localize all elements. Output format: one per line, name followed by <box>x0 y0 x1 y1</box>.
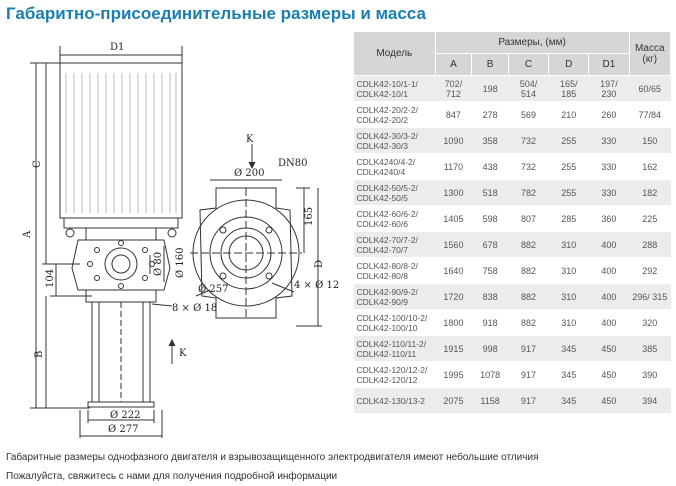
cell-line: 310 <box>561 265 577 276</box>
cell-c <box>508 336 548 362</box>
table-row <box>354 102 671 128</box>
cell-mass: 288 <box>629 232 670 258</box>
cell-d <box>549 180 589 206</box>
cell-line: CDLK42-50/5-2/ <box>356 182 418 193</box>
cell-line: CDLK4240/4-2/ <box>356 156 416 167</box>
cell-d <box>549 310 589 336</box>
cell-d <box>549 336 589 362</box>
cell-d1 <box>589 310 629 336</box>
dim-165-label: 165 <box>304 206 315 226</box>
cell-mass: 394 <box>629 388 670 414</box>
cell-line: CDLK42-80/8-2/ <box>356 260 418 271</box>
cell-mass: 150 <box>629 128 670 154</box>
cell-line: CDLK42-120/12 <box>356 374 418 385</box>
cell-d1 <box>589 284 629 310</box>
table-row <box>354 232 671 258</box>
cell-line: 732 <box>521 135 537 146</box>
dim-d257-label: Ø 257 <box>198 284 229 295</box>
cell-d <box>549 388 589 414</box>
cell-line: CDLK42-120/12-2/ <box>356 364 428 375</box>
cell-b: 1158 <box>472 388 509 414</box>
cell-c <box>508 232 548 258</box>
cell-a <box>435 102 472 128</box>
cell-a <box>435 258 472 284</box>
cell-line: CDLK42-50/5 <box>356 192 409 203</box>
cell-c <box>508 180 548 206</box>
cell-line: 310 <box>561 317 577 328</box>
cell-line: CDLK42-90/9-2/ <box>356 286 418 297</box>
dimensions-table <box>353 31 671 414</box>
cell-line: 1300 <box>443 187 464 198</box>
cell-line: CDLK42-130/13-2 <box>356 395 426 406</box>
cell-line: 882 <box>521 239 537 250</box>
table-row <box>354 154 671 180</box>
dim-bolts8-label: 8 × Ø 18 <box>172 303 218 314</box>
cell-line: CDLK42-20/2-2/ <box>356 104 418 115</box>
cell-line: 345 <box>561 369 577 380</box>
cell-line: 230 <box>601 88 617 99</box>
dim-b-label: B <box>34 350 45 358</box>
cell-line: CDLK42-60/6 <box>356 218 409 229</box>
cell-line: CDLK4240/4 <box>356 166 406 177</box>
cell-line: CDLK42-30/3 <box>356 140 409 151</box>
cell-d <box>549 154 589 180</box>
cell-b: 678 <box>472 232 509 258</box>
cell-line: CDLK42-110/11-2/ <box>356 338 427 349</box>
cell-mass: 296/ 315 <box>629 284 670 310</box>
footnote-line: Габаритные размеры однофазного двигателя и взрывозащищенного электродвигателя имеют небольшие отличия <box>6 452 539 463</box>
cell-line: 1720 <box>443 291 464 302</box>
cell-line: 1405 <box>443 213 464 224</box>
cell-line: CDLK42-20/2 <box>356 114 409 125</box>
cell-d1 <box>589 362 629 388</box>
cell-line: 450 <box>601 395 617 406</box>
dim-d222-label: Ø 222 <box>110 410 141 421</box>
table-row <box>354 128 671 154</box>
cell-d1 <box>589 206 629 232</box>
cell-d1 <box>589 336 629 362</box>
cell-line: 702/ <box>444 78 463 89</box>
cell-line: 1915 <box>443 343 464 354</box>
cell-a <box>435 180 472 206</box>
cell-mass: 60/65 <box>629 76 670 102</box>
cell-line: 917 <box>521 395 537 406</box>
cell-d1 <box>589 180 629 206</box>
cell-line: CDLK42-60/6-2/ <box>356 208 418 219</box>
cell-d <box>549 206 589 232</box>
k-view-label-top: K <box>246 134 254 145</box>
header-col-a: A <box>435 54 472 76</box>
cell-c <box>508 284 548 310</box>
cell-line: 285 <box>561 213 577 224</box>
cell-line: 712 <box>445 88 461 99</box>
cell-mass: 385 <box>629 336 670 362</box>
cell-line: 1170 <box>443 161 464 172</box>
cell-line: 255 <box>561 187 577 198</box>
cell-a <box>435 154 472 180</box>
cell-a <box>435 76 472 102</box>
cell-d1 <box>589 154 629 180</box>
footnotes <box>6 448 538 486</box>
cell-mass: 390 <box>629 362 670 388</box>
cell-line: 210 <box>561 109 577 120</box>
cell-d1 <box>589 232 629 258</box>
table-row <box>354 310 671 336</box>
cell-d <box>549 102 589 128</box>
cell-line: 400 <box>601 317 617 328</box>
cell-model <box>354 362 436 388</box>
dim-d-label: D <box>314 259 325 268</box>
cell-b: 438 <box>472 154 509 180</box>
cell-b: 278 <box>472 102 509 128</box>
footnote-line: Пожалуйста, свяжитесь с нами для получения подробной информации <box>6 471 338 482</box>
cell-model <box>354 284 436 310</box>
header-col-d: D <box>549 54 589 76</box>
cell-line: 504/ <box>519 78 538 89</box>
table-row <box>354 362 671 388</box>
cell-c <box>508 128 548 154</box>
cell-model <box>354 258 436 284</box>
cell-line: 1640 <box>443 265 464 276</box>
cell-b: 838 <box>472 284 509 310</box>
cell-a <box>435 388 472 414</box>
cell-mass: 182 <box>629 180 670 206</box>
cell-line: 917 <box>521 343 537 354</box>
cell-model <box>354 388 436 414</box>
cell-line: CDLK42-100/10 <box>356 322 418 333</box>
cell-d1 <box>589 102 629 128</box>
dim-dn80-label: DN80 <box>278 158 308 169</box>
cell-line: 1560 <box>443 239 464 250</box>
dim-104-label: 104 <box>45 268 56 288</box>
dim-d277-label: Ø 277 <box>108 424 139 435</box>
cell-mass: 225 <box>629 206 670 232</box>
cell-line: 165/ <box>559 78 578 89</box>
cell-d <box>549 362 589 388</box>
cell-line: 185 <box>561 88 577 99</box>
cell-model <box>354 180 436 206</box>
cell-model <box>354 154 436 180</box>
cell-d1 <box>589 258 629 284</box>
cell-a <box>435 206 472 232</box>
table-row <box>354 388 671 414</box>
table-row <box>354 180 671 206</box>
cell-model <box>354 102 436 128</box>
cell-d1 <box>589 76 629 102</box>
header-sizes: Размеры, (мм) <box>435 32 629 54</box>
cell-line: 310 <box>561 291 577 302</box>
cell-line: CDLK42-80/8 <box>356 270 409 281</box>
cell-mass: 162 <box>629 154 670 180</box>
cell-model <box>354 76 436 102</box>
header-col-b: B <box>472 54 509 76</box>
header-model: Модель <box>354 32 436 76</box>
cell-line: 400 <box>601 239 617 250</box>
cell-mass: 292 <box>629 258 670 284</box>
cell-model <box>354 232 436 258</box>
cell-line: 1800 <box>443 317 464 328</box>
cell-line: 882 <box>521 265 537 276</box>
cell-c <box>508 76 548 102</box>
cell-a <box>435 310 472 336</box>
dim-c-label: C <box>32 160 43 168</box>
cell-b: 518 <box>472 180 509 206</box>
page-title: Габаритно-присоединительные размеры и масса <box>6 4 426 23</box>
dim-d80-label: Ø 80 <box>153 251 164 276</box>
cell-b: 1078 <box>472 362 509 388</box>
cell-line: 197/ <box>600 78 618 89</box>
cell-c <box>508 206 548 232</box>
header-col-c: C <box>508 54 548 76</box>
cell-c <box>508 154 548 180</box>
cell-mass: 320 <box>629 310 670 336</box>
cell-line: 260 <box>601 109 617 120</box>
cell-d <box>549 258 589 284</box>
cell-line: 569 <box>521 109 537 120</box>
cell-line: 330 <box>601 161 617 172</box>
dim-d160-label: Ø 160 <box>175 247 186 278</box>
table-row <box>354 76 671 102</box>
cell-mass: 77/84 <box>629 102 670 128</box>
cell-c <box>508 310 548 336</box>
cell-line: 847 <box>445 109 461 120</box>
cell-line: CDLK42-10/1-1/ <box>356 78 418 89</box>
cell-d <box>549 128 589 154</box>
cell-c <box>508 102 548 128</box>
cell-b: 358 <box>472 128 509 154</box>
table-row <box>354 284 671 310</box>
dim-a-label: A <box>22 230 33 238</box>
cell-d1 <box>589 388 629 414</box>
cell-line: 882 <box>521 291 537 302</box>
cell-line: CDLK42-90/9 <box>356 296 409 307</box>
cell-line: CDLK42-110/11 <box>356 348 417 359</box>
cell-d1 <box>589 128 629 154</box>
cell-line: 400 <box>601 291 617 302</box>
dim-d1-label: D1 <box>110 42 125 53</box>
header-col-d1: D1 <box>589 54 629 76</box>
cell-line: 255 <box>561 161 577 172</box>
cell-a <box>435 232 472 258</box>
cell-model <box>354 206 436 232</box>
cell-line: CDLK42-10/1 <box>356 88 409 99</box>
cell-line: 450 <box>601 369 617 380</box>
cell-line: 782 <box>521 187 537 198</box>
cell-model <box>354 128 436 154</box>
cell-line: CDLK42-70/7-2/ <box>356 234 418 245</box>
cell-b: 598 <box>472 206 509 232</box>
cell-line: 917 <box>521 369 537 380</box>
cell-model <box>354 336 436 362</box>
pump-dimension-drawing <box>0 28 348 438</box>
cell-line: 310 <box>561 239 577 250</box>
cell-b: 758 <box>472 258 509 284</box>
table-row <box>354 206 671 232</box>
cell-line: 400 <box>601 265 617 276</box>
cell-line: 514 <box>521 88 537 99</box>
cell-line: 345 <box>561 343 577 354</box>
k-view-label-bottom: K <box>179 348 187 359</box>
cell-line: 807 <box>521 213 537 224</box>
cell-line: 255 <box>561 135 577 146</box>
cell-line: 450 <box>601 343 617 354</box>
cell-c <box>508 362 548 388</box>
cell-a <box>435 128 472 154</box>
cell-a <box>435 284 472 310</box>
cell-line: 1090 <box>443 135 464 146</box>
cell-c <box>508 388 548 414</box>
dim-bolts4-label: 4 × Ø 12 <box>294 280 340 291</box>
cell-line: 882 <box>521 317 537 328</box>
cell-line: 330 <box>601 187 617 198</box>
cell-b: 198 <box>472 76 509 102</box>
cell-line: 360 <box>601 213 617 224</box>
cell-d <box>549 284 589 310</box>
cell-a <box>435 362 472 388</box>
cell-c <box>508 258 548 284</box>
cell-line: 2075 <box>443 395 464 406</box>
table-row <box>354 336 671 362</box>
cell-line: CDLK42-100/10-2/ <box>356 312 428 323</box>
cell-b: 998 <box>472 336 509 362</box>
header-mass: Масса (кг) <box>629 32 670 76</box>
cell-line: 1995 <box>443 369 464 380</box>
dim-d200-label: Ø 200 <box>234 168 265 179</box>
cell-a <box>435 336 472 362</box>
cell-line: CDLK42-70/7 <box>356 244 409 255</box>
cell-b: 918 <box>472 310 509 336</box>
cell-d <box>549 232 589 258</box>
cell-line: 732 <box>521 161 537 172</box>
cell-d <box>549 76 589 102</box>
cell-line: CDLK42-30/3-2/ <box>356 130 418 141</box>
cell-line: 345 <box>561 395 577 406</box>
table-row <box>354 258 671 284</box>
cell-model <box>354 310 436 336</box>
cell-line: 330 <box>601 135 617 146</box>
